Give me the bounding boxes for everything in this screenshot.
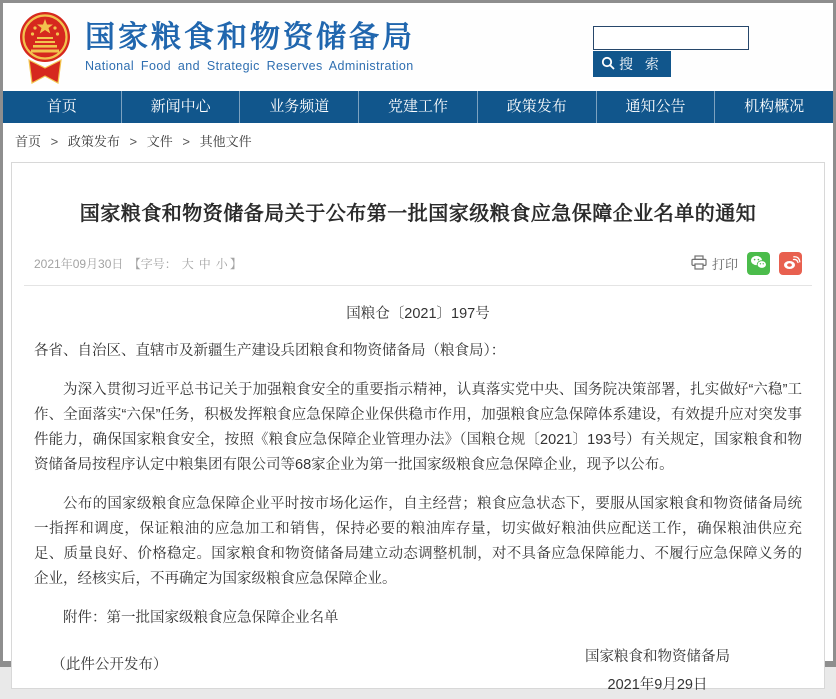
nav-item-business[interactable]: 业务频道	[240, 91, 359, 123]
nav-item-news[interactable]: 新闻中心	[122, 91, 241, 123]
breadcrumb-separator: >	[129, 134, 138, 149]
print-button[interactable]	[691, 254, 738, 273]
weibo-icon	[783, 255, 799, 273]
breadcrumb-item-other-files[interactable]: 其他文件	[199, 134, 252, 149]
fontsize-medium[interactable]: 中	[198, 257, 211, 271]
nav-item-party[interactable]: 党建工作	[359, 91, 478, 123]
breadcrumb-separator: >	[182, 134, 190, 149]
breadcrumb-item-home[interactable]: 首页	[15, 134, 42, 149]
fontsize-large[interactable]: 大	[181, 257, 194, 271]
nav-item-home[interactable]: 首页	[3, 91, 122, 123]
wechat-share-button[interactable]	[747, 252, 770, 275]
print-label: 打印	[711, 257, 738, 272]
fontsize-label-close: 】	[229, 257, 242, 271]
article-paragraph-1: 为深入贯彻习近平总书记关于加强粮食安全的重要指示精神，认真落实党中央、国务院决策部署，扎实做好“六稳”工作、全面落实“六保”任务，积极发挥粮食应急保障企业保供稳市作用，加强粮食应急保障体系建设，有效提升应对突发事件能力，确保国家粮食安全，按照《粮食应急保障企业管理办法》（国粮仓规〔2021〕193号）有关规定，国家粮食和物资储备局按程序认定中粮集团有限公司等68家企业为第一批国家级粮食应急保障企业，现予以公布。	[34, 382, 802, 473]
fontsize-small[interactable]: 小	[215, 257, 228, 271]
search-button-label: 搜 索	[619, 56, 663, 72]
addressee-line: 各省、自治区、直辖市及新疆生产建设兵团粮食和物资储备局（粮食局）：	[34, 343, 506, 359]
breadcrumb-item-files[interactable]: 文件	[146, 134, 173, 149]
search-box	[593, 26, 749, 77]
search-input[interactable]	[593, 26, 749, 50]
brand-text	[85, 11, 415, 73]
breadcrumb	[3, 123, 833, 156]
site-name-cn: 国家粮食和物资储备局	[85, 21, 415, 54]
site-header	[3, 3, 833, 89]
weibo-share-button[interactable]	[779, 252, 802, 275]
article-card	[11, 162, 825, 693]
breadcrumb-item-policy[interactable]: 政策发布	[67, 134, 120, 149]
article-meta-right	[691, 252, 802, 275]
nav-item-about[interactable]: 机构概况	[744, 98, 805, 115]
article-meta-row	[34, 252, 802, 275]
sign-date: 2021年9月29日	[607, 677, 708, 693]
main-nav	[3, 91, 833, 123]
public-release-note: （此件公开发布）	[51, 657, 168, 673]
wechat-icon	[750, 255, 767, 273]
printer-icon	[691, 255, 707, 273]
site-name-en: National Food and Strategic Reserves Administration	[85, 59, 414, 73]
nav-item-policy[interactable]: 政策发布	[478, 91, 597, 123]
attachment-line: 附件：第一批国家级粮食应急保障企业名单	[63, 610, 339, 626]
nav-item-notices[interactable]: 通知公告	[597, 91, 716, 123]
search-icon	[601, 56, 615, 73]
meta-divider	[24, 285, 812, 286]
breadcrumb-separator: >	[50, 134, 59, 149]
article-paragraph-2: 公布的国家级粮食应急保障企业平时按市场化运作，自主经营；粮食应急状态下，要服从国家粮食和物资储备局统一指挥和调度，保证粮油的应急加工和销售，保持必要的粮油库存量，切实做好粮油供应配送工作，确保粮油供应充足、质量良好、价格稳定。国家粮食和物资储备局建立动态调整机制，对不具备应急保障能力、不履行应急保障义务的企业，经核实后，不再确定为国家级粮食应急保障企业。	[34, 496, 802, 587]
fontsize-label-open: 【字号：	[128, 257, 177, 271]
signer-name: 国家粮食和物资储备局	[585, 649, 730, 665]
article-meta-left	[34, 255, 244, 272]
publish-date: 2021年09月30日	[34, 257, 124, 271]
search-button[interactable]	[593, 51, 671, 77]
national-emblem-logo	[17, 11, 73, 92]
doc-number: 国粮仓〔2021〕197号	[346, 306, 490, 322]
article-title: 国家粮食和物资储备局关于公布第一批国家级粮食应急保障企业名单的通知	[79, 203, 757, 225]
